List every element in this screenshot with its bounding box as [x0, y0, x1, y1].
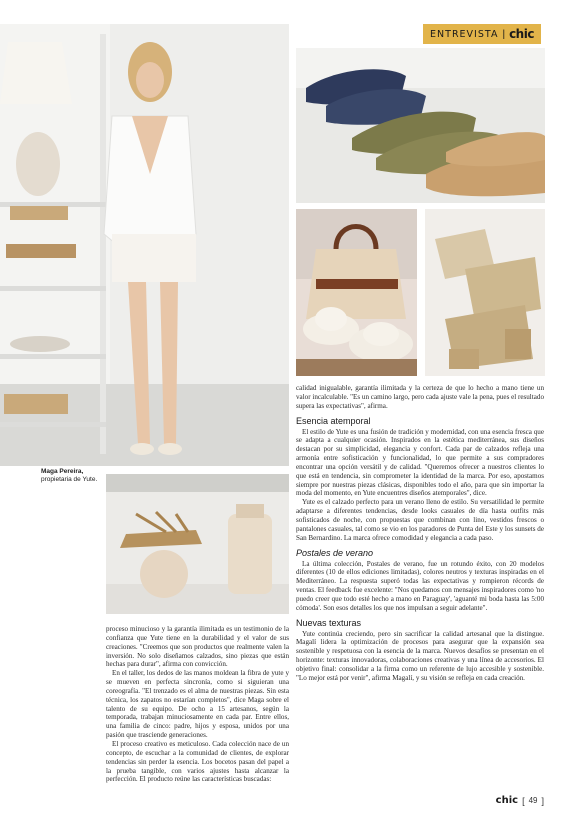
- subheading: Esencia atemporal: [296, 415, 371, 426]
- paragraph: El estilo de Yute es una fusión de tradición y modernidad, con una esencia fresca que se adapta a cualquier ocasión. Inspirados en la estética mediterránea, sus diseños destacan por su simplicidad, elegancia y confort. Cada par de calzados refleja una armonía entre sofisticación y funcionalidad, lo que permite a sus compradores encontrar una opción versátil y de calidad. "Queremos ofrecer a nuestros clientes lo que está en tendencia, sin comprometer la identidad de la marca. Por eso, apostamos siempre por nuestras piezas clásicas, disponibles todo el año, para que sin importar la moda del momento, en Yute encuentres diseños atemporales", dice.: [296, 427, 544, 498]
- photo-caption: [41, 468, 101, 484]
- bag-hats-photo: [296, 209, 417, 376]
- sandal-vase-photo: [106, 474, 289, 614]
- right-text-column: [296, 384, 544, 683]
- section-separator: |: [502, 28, 506, 40]
- paragraph: El proceso creativo es meticuloso. Cada colección nace de un concepto, de escuchar a la comunidad de clientes, de explorar tendencias sin perder la esencia. Los bocetos pasan del papel a la prueba tangible, con varios ajustes hasta alcanzar la perfección. El producto reúne las características buscadas:: [106, 739, 289, 784]
- paragraph: Yute es el calzado perfecto para un verano lleno de estilo. Su versatilidad le permite adaptarse a diferentes tendencias, desde looks casuales de día hasta outfits más sofisticados de noche, con propuestas que combinan con lino, vestidos frescos o pantalones casuales, tal como se vio en los paradores de Punta del Este y los sunsets de San Bernardino. La marca ofrece comodidad y elegancia a cada paso.: [296, 498, 544, 542]
- caption-role: propietaria de Yute.: [41, 476, 98, 483]
- section-tag: [423, 24, 541, 44]
- paragraph: calidad inigualable, garantía ilimitada y la certeza de que lo hecho a mano tiene un valor incalculable. "Es un camino largo, pero cada ajuste vale la pena, pues el resultado supera las expectativas", afirma.: [296, 384, 544, 410]
- paragraph: Yute continúa creciendo, pero sin sacrificar la calidad artesanal que la distingue. Magalí lidera la optimización de procesos para asegurar que la expansión sea sostenible y respetuosa con la esencia de la marca. Nuevos desafíos se presentan en el horizonte: texturas innovadoras, colaboraciones creativas y una línea de accesorios. El objetivo final: consolidar a la firma como un referente de lujo accesible y sostenible. "Lo mejor está por venir", afirma Magalí, y su visión se refleja en cada creación.: [296, 629, 544, 682]
- paragraph: proceso minucioso y la garantía ilimitada es un testimonio de la confianza que Yute tiene en la durabilidad y el valor de sus creaciones. "Creemos que son productos que realmente valen la inversión. No solo diseñamos calzados, sino piezas que están hechas para durar", afirma con convicción.: [106, 625, 289, 669]
- magazine-logo: chic: [509, 27, 534, 41]
- portrait-photo: [0, 24, 289, 466]
- bracket-open: [: [522, 795, 525, 806]
- page-number: 49: [528, 796, 538, 805]
- subheading: Nuevas texturas: [296, 617, 362, 628]
- page-footer: [496, 795, 544, 806]
- espadrilles-photo: [296, 48, 545, 203]
- sandals-photo: [425, 209, 545, 376]
- bracket-close: ]: [541, 795, 544, 806]
- subheading: Postales de verano: [296, 547, 374, 558]
- caption-name: Maga Pereira,: [41, 468, 84, 475]
- left-text-column: [106, 625, 289, 784]
- section-label: ENTREVISTA: [430, 28, 499, 40]
- footer-logo: chic: [495, 795, 519, 806]
- paragraph: La última colección, Postales de verano, fue un rotundo éxito, con 20 modelos diferentes (10 de ellos ediciones limitadas), colores neutros y texturas inspiradas en el Mediterráneo. La respuesta superó todas las expectativas y rompieron récords de ventas. El feedback fue excelente: "Nos quedamos con mensajes inspiradores como 'no puedo creer que todo esté hecho a mano en Paraguay', 'aguanté mi boda hasta las 5:00 cómoda'. Son esos detalles los que nos impulsan a seguir adelante".: [296, 559, 544, 612]
- paragraph: En el taller, los dedos de las manos moldean la fibra de yute y se mueven en perfecta sincronía, como si siguieran una coreografía. "El trenzado es el alma de nuestras piezas. Sin esta técnica, los zapatos no estarían completos", dice Maga sobre el talento de su equipo. De ocho a 15 artesanos, según la temporada, trabajan minuciosamente en cada par. Entre ellos, una familia de cinco: padre, hijos y esposa, unidos por una pasión que trasciende generaciones.: [106, 669, 289, 740]
